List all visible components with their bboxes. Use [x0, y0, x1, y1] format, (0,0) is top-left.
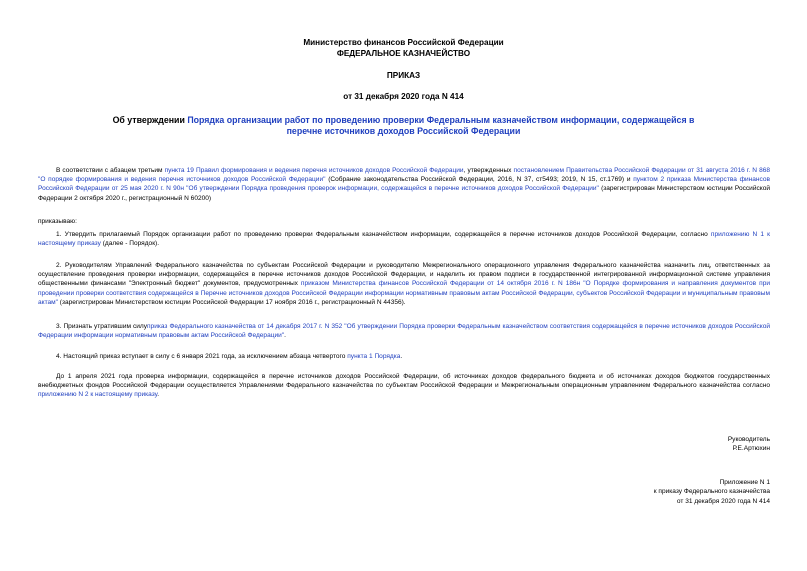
- appendix-line-2: к приказу Федерального казначейства: [653, 488, 770, 496]
- signature-name: Р.Е.Артюхин: [732, 445, 770, 453]
- item-3-paragraph: [38, 322, 770, 340]
- signature-block: [728, 435, 770, 454]
- link-rules-item-19[interactable]: пункта 19 Правил формирования и ведения перечня источников доходов Российской Федерации: [164, 167, 464, 174]
- item-2-paragraph: [38, 261, 770, 307]
- item-2-text-2: (зарегистрирован Министерством юстиции Российской Федерации 17 ноября 2016 г., регистрационный N 44356).: [57, 298, 406, 306]
- link-treasury-order-352[interactable]: приказ Федерального казначейства от 14 декабря 2017 г. N 352 "Об утверждении Порядка проверки Федеральным казначейством соответствия содержащейся в перечне источников доходов Российской Федерации информации нормативным правовым актам Российской Федерации": [38, 323, 770, 340]
- ministry-name: Министерство финансов Российской Федерации: [303, 38, 504, 47]
- item-4-paragraph: [38, 352, 770, 361]
- preamble-text-4: (зарегистрирован Министерством юстиции Российской Федерации 2 октября 2020 г., регистрационный N 60200): [38, 185, 770, 202]
- appendix-line-3: от 31 декабря 2020 года N 414: [676, 497, 770, 505]
- link-government-decree-868[interactable]: постановлением Правительства Российской Федерации от 31 августа 2016 г. N 868 "О порядке формирования и ведения перечня источников доходов Российской Федерации": [38, 167, 771, 184]
- preamble-text-1: В соответствии с абзацем третьим: [56, 167, 165, 174]
- document-date: от 31 декабря 2020 года N 414: [343, 92, 464, 101]
- document-title: [110, 115, 697, 137]
- link-appendix-2[interactable]: приложению N 2 к настоящему приказу: [38, 391, 158, 399]
- preamble-text-3: (Собрание законодательства Российской Федерации, 2016, N 37, ст5493; 2019, N 15, ст.1769) и: [325, 176, 634, 184]
- closing-paragraph: [38, 372, 770, 400]
- treasury-name: ФЕДЕРАЛЬНОЕ КАЗНАЧЕЙСТВО: [336, 49, 471, 58]
- title-link[interactable]: Порядка организации работ по проведению проверки Федеральным казначейством информации, содержащейся в перечне источников доходов Российской Федерации: [187, 115, 695, 136]
- link-appendix-1[interactable]: приложению N 1 к настоящему приказу: [38, 231, 770, 248]
- link-minfin-order-186n[interactable]: приказом Министерства финансов Российской Федерации от 14 октября 2016 г. N 186н "О Порядке формирования и направления документов при проведении проверки соответствия содержащейся в Перечне источников доходов Российской Федерации информации нормативным правовым актам Российской Федерации, субъектов Российской Федерации и муниципальным правовым актам": [38, 280, 770, 306]
- link-minfin-order-90n[interactable]: пунктом 2 приказа Министерства финансов Российской Федерации от 25 мая 2020 г. N 90н "Об утверждении Порядка проведения проверок информации, содержащейся в перечне источников доходов Российской Федерации": [38, 176, 771, 193]
- closing-text-2: .: [157, 391, 160, 399]
- item-1-text-2: (далее - Порядок).: [100, 240, 160, 248]
- orders-word: приказываю:: [38, 218, 77, 225]
- appendix-block: [654, 478, 770, 506]
- item-4-text-1: 4. Настоящий приказ вступает в силу с 6 января 2021 года, за исключением абзаца четвертого: [56, 353, 348, 360]
- link-procedure-item-1[interactable]: пункта 1 Порядка: [347, 353, 401, 360]
- preamble-text-2: , утвержденных: [463, 167, 514, 174]
- appendix-line-1: Приложение N 1: [719, 479, 770, 486]
- document-type: ПРИКАЗ: [386, 71, 421, 80]
- item-4-text-2: .: [400, 353, 403, 360]
- item-2-text-1: 2. Руководителям Управлений Федерального казначейства по субъектам Российской Федерации и руководителю Межрегионального операционного управления Федерального казначейства назначить лиц, ответственных за осуществление проведения проверки информации, содержащейся в перечне источников доходов Российской Федерации, и наделить их правом подписи в государственной интегрированной информационной системе управления общественными финансами "Электронный бюджет" документов, предусмотренных: [38, 262, 770, 288]
- preamble-paragraph: [38, 166, 770, 203]
- item-1-text-1: 1. Утвердить прилагаемый Порядок организации работ по проведению проверки Федеральным казначейством информации, содержащейся в перечне источников доходов Российской Федерации, согласно: [56, 231, 711, 238]
- signature-role: Руководитель: [727, 436, 770, 443]
- item-3-text-2: .: [284, 332, 286, 340]
- item-1-paragraph: [38, 230, 770, 248]
- closing-text-1: До 1 апреля 2021 года проверка информации, содержащейся в перечне источников доходов Российской Федерации, об источниках доходов федерального бюджета и об источниках доходов бюджетов государственных внебюджетных фондов Российской Федерации осуществляется Управлениями Федерального казначейства по субъектам Российской Федерации и Межрегиональным операционным управлением Федерального казначейства согласно: [38, 373, 770, 390]
- item-3-text-1: 3. Признать утратившим силу: [56, 323, 148, 330]
- title-prefix: Об утверждении: [112, 115, 188, 125]
